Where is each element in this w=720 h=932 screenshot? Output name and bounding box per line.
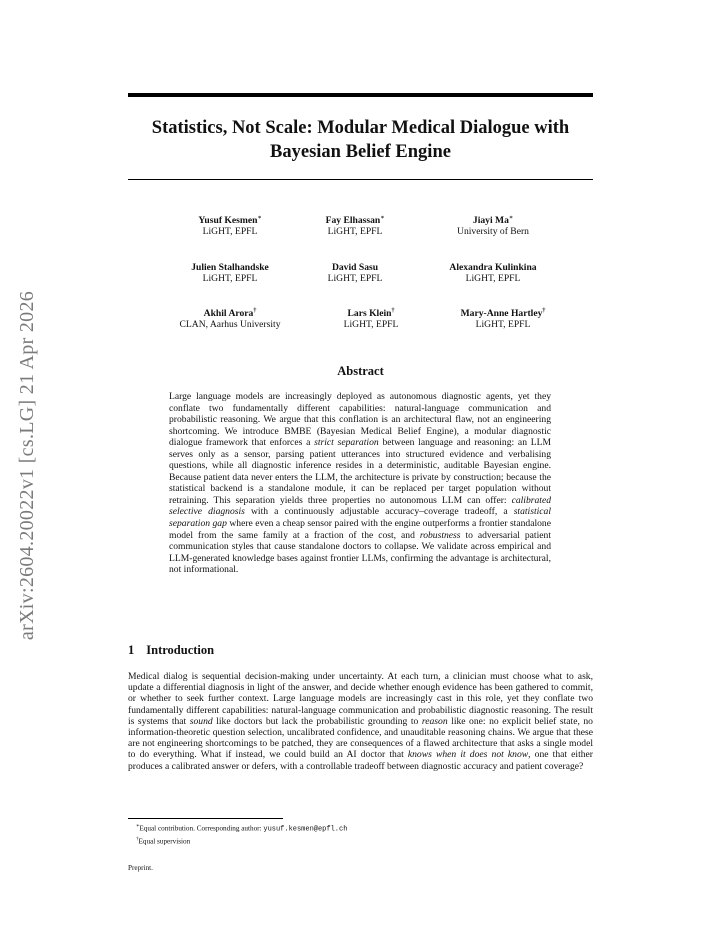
- author-affiliation: University of Bern: [457, 226, 529, 238]
- author-affiliation: LiGHT, EPFL: [327, 273, 383, 285]
- abstract-body: Large language models are increasingly deployed as autonomous diagnostic agents, yet they conflate two fundamentally different capabilities: natural-language communication and probabilistic reasoning. We argue that this conflation is an architectural flaw, not an engineering shortcoming. We introduce BMBE (Bayesian Medical Belief Engine), a modular diagnostic dialogue framework that enforces a strict separation between language and reasoning: an LLM serves only as a sensor, parsing patient utterances into structured evidence and verbalising questions, while all diagnostic inference resides in a deterministic, auditable Bayesian engine. Because patient data never enters the LLM, the architecture is private by construction; because the statistical backend is a standalone module, it can be replaced per target population without retraining. This separation yields three properties no autonomous LLM can offer: calibrated selective diagnosis with a continuously adjustable accuracy–coverage tradeoff, a statistical separation gap where even a cheap sensor paired with the engine outperforms a frontier standalone model from the same family at a fraction of the cost, and robustness to adversarial patient communication styles that cause standalone doctors to collapse. We validate across empirical and LLM-generated knowledge bases against frontier LLMs, confirming the advantage is architectural, not informational.: [169, 391, 552, 576]
- author-name: Alexandra Kulinkina: [449, 262, 537, 274]
- author-name: Lars Klein†: [347, 308, 395, 320]
- author-affiliation: LiGHT, EPFL: [343, 319, 399, 331]
- author-name: Jiayi Ma∗: [472, 215, 514, 227]
- author-affiliation: LiGHT, EPFL: [475, 319, 531, 331]
- author-block: [413, 213, 573, 237]
- author-name: Akhil Arora†: [203, 308, 257, 320]
- title-bottom-rule: [128, 179, 593, 180]
- section-heading-introduction: 1 Introduction: [128, 643, 215, 657]
- footnote-equal-contribution: ∗Equal contribution. Corresponding author: yusuf.kesmen@epfl.ch: [136, 824, 348, 834]
- author-block: [150, 306, 310, 330]
- paper-title: Statistics, Not Scale: Modular Medical Dialogue with Bayesian Belief Engine: [151, 118, 570, 162]
- author-name: Mary-Anne Hartley†: [460, 308, 546, 320]
- footnote-rule: [128, 818, 283, 819]
- author-name: David Sasu: [331, 262, 379, 274]
- author-name: Julien Stalhandske: [191, 262, 269, 274]
- footnote-equal-supervision: †Equal supervision: [136, 836, 191, 846]
- author-block: [423, 306, 583, 330]
- author-affiliation: LiGHT, EPFL: [202, 226, 258, 238]
- author-block: [275, 260, 435, 284]
- author-affiliation: LiGHT, EPFL: [465, 273, 521, 285]
- author-affiliation: CLAN, Aarhus University: [179, 319, 281, 331]
- abstract-heading: Abstract: [337, 364, 384, 378]
- author-affiliation: LiGHT, EPFL: [202, 273, 258, 285]
- introduction-paragraph: Medical dialog is sequential decision-making under uncertainty. At each turn, a clinician must choose what to ask, update a differential diagnosis in light of the answer, and decide whether enough evidence has been gathered to commit, or whether to seek further context. Large language models are increasingly cast in this role, yet they conflate two fundamentally different capabilities: natural-language communication and probabilistic diagnostic reasoning. The result is systems that sound like doctors but lack the probabilistic grounding to reason like one: no explicit belief state, no information-theoretic question selection, uncalibrated confidence, and unauditable reasoning chains. We argue that these are not engineering shortcomings to be patched, they are consequences of a flawed architecture that asks a single model to do everything. What if instead, we could build an AI doctor that knows when it does not know, one that either produces a calibrated answer or defers, with a controllable tradeoff between diagnostic accuracy and patient coverage?: [128, 671, 593, 772]
- preprint-label: Preprint.: [128, 864, 153, 872]
- author-name: Yusuf Kesmen∗: [198, 215, 262, 227]
- author-name: Fay Elhassan∗: [325, 215, 385, 227]
- title-top-rule: [128, 93, 593, 97]
- author-block: [413, 260, 573, 284]
- author-affiliation: LiGHT, EPFL: [327, 226, 383, 238]
- footnotes: [136, 822, 347, 847]
- arxiv-identifier-text: arXiv:2604.20022v1 [cs.LG] 21 Apr 2026: [16, 290, 39, 640]
- corresponding-email: yusuf.kesmen@epfl.ch: [263, 825, 348, 834]
- author-block: [275, 213, 435, 237]
- arxiv-identifier-stamp: [10, 260, 46, 670]
